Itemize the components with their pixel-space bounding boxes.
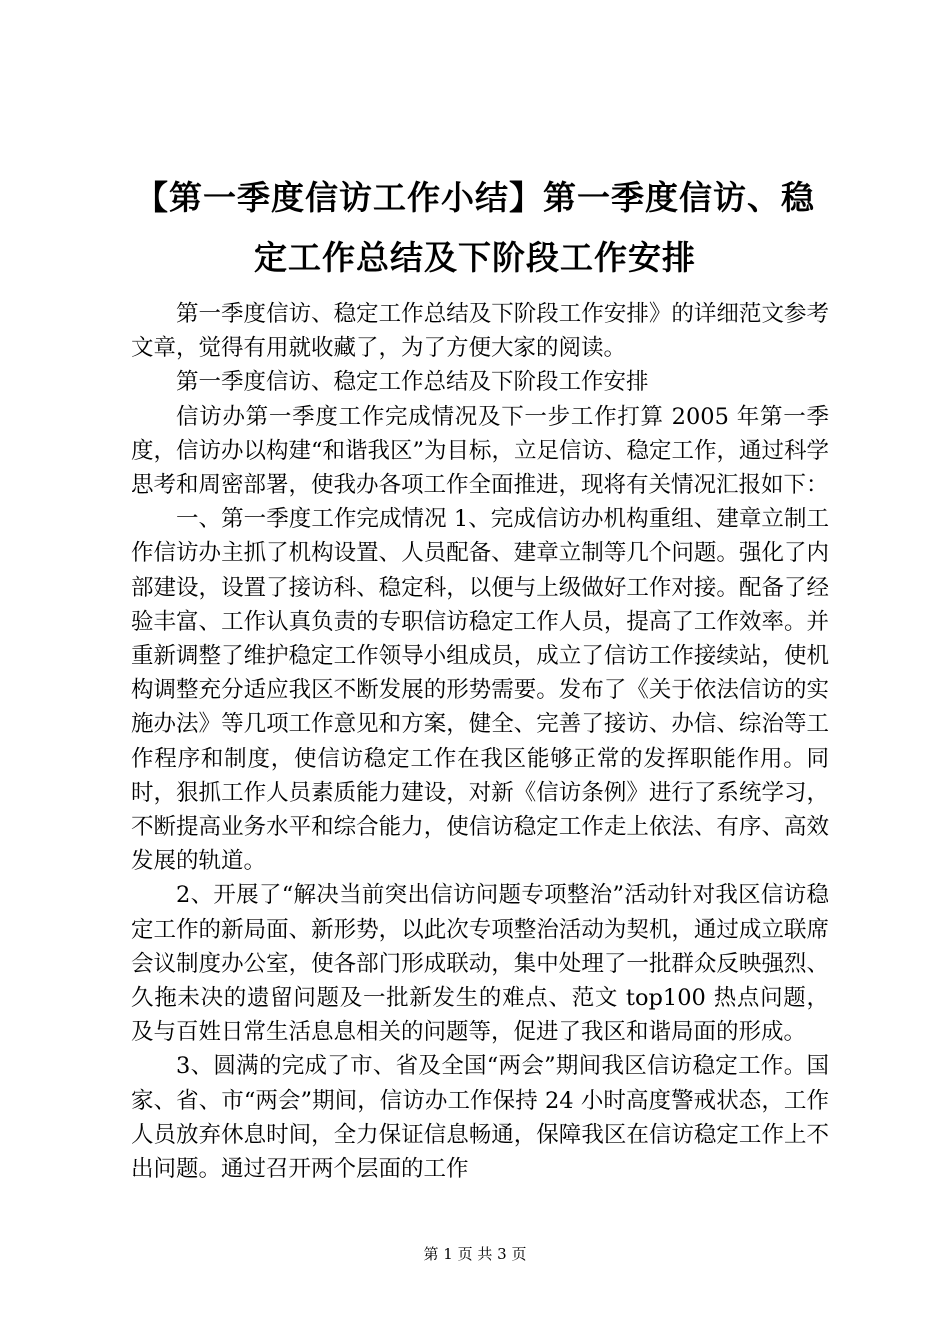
paragraph-intro: 第一季度信访、稳定工作总结及下阶段工作安排》的详细范文参考文章，觉得有用就收藏了，为了方便大家的阅读。 <box>131 301 829 362</box>
paragraph-section-3: 3、圆满的完成了市、省及全国“两会”期间我区信访稳定工作。国家、省、市“两会”期间，信访办工作保持 24 小时高度警戒状态，工作人员放弃休息时间，全力保证信息畅通，保障我区在信访稳定工作上不出问题。通过召开两个层面的工作 <box>131 1053 829 1183</box>
paragraph-subtitle: 第一季度信访、稳定工作总结及下阶段工作安排 <box>176 369 649 396</box>
paragraph-section-2: 2、开展了“解决当前突出信访问题专项整治”活动针对我区信访稳定工作的新局面、新形势，以此次专项整治活动为契机，通过成立联席会议制度办公室，使各部门形成联动，集中处理了一批群众反映强烈、久拖未决的遗留问题及一批新发生的难点、范文 top100 热点问题，及与百姓日常生活息息相关的问题等，促进了我区和谐局面的形成。 <box>131 882 829 1046</box>
paragraph-overview: 信访办第一季度工作完成情况及下一步工作打算 2005 年第一季度，信访办以构建“和谐我区”为目标，立足信访、稳定工作，通过科学思考和周密部署，使我办各项工作全面推进，现将有关情况汇报如下： <box>131 403 830 499</box>
paragraph-section-1: 一、第一季度工作完成情况 1、完成信访办机构重组、建章立制工作信访办主抓了机构设置、人员配备、建章立制等几个问题。强化了内部建设，设置了接访科、稳定科，以便与上级做好工作对接。配备了经验丰富、工作认真负责的专职信访稳定工作人员，提高了工作效率。并重新调整了维护稳定工作领导小组成员，成立了信访工作接续站，使机构调整充分适应我区不断发展的形势需要。发布了《关于依法信访的实施办法》等几项工作意见和方案，健全、完善了接访、办信、综治等工作程序和制度，使信访稳定工作在我区能够正常的发挥职能作用。同时，狠抓工作人员素质能力建设，对新《信访条例》进行了系统学习，不断提高业务水平和综合能力，使信访稳定工作走上依法、有序、高效发展的轨道。 <box>131 506 829 875</box>
title-line-2: 定工作总结及下阶段工作安排 <box>254 238 696 277</box>
document-body <box>131 297 829 1186</box>
page-footer: 第 1 页 共 3 页 <box>423 1245 527 1263</box>
document-title <box>0 168 950 288</box>
title-line-1: 【第一季度信访工作小结】第一季度信访、稳 <box>135 178 815 217</box>
